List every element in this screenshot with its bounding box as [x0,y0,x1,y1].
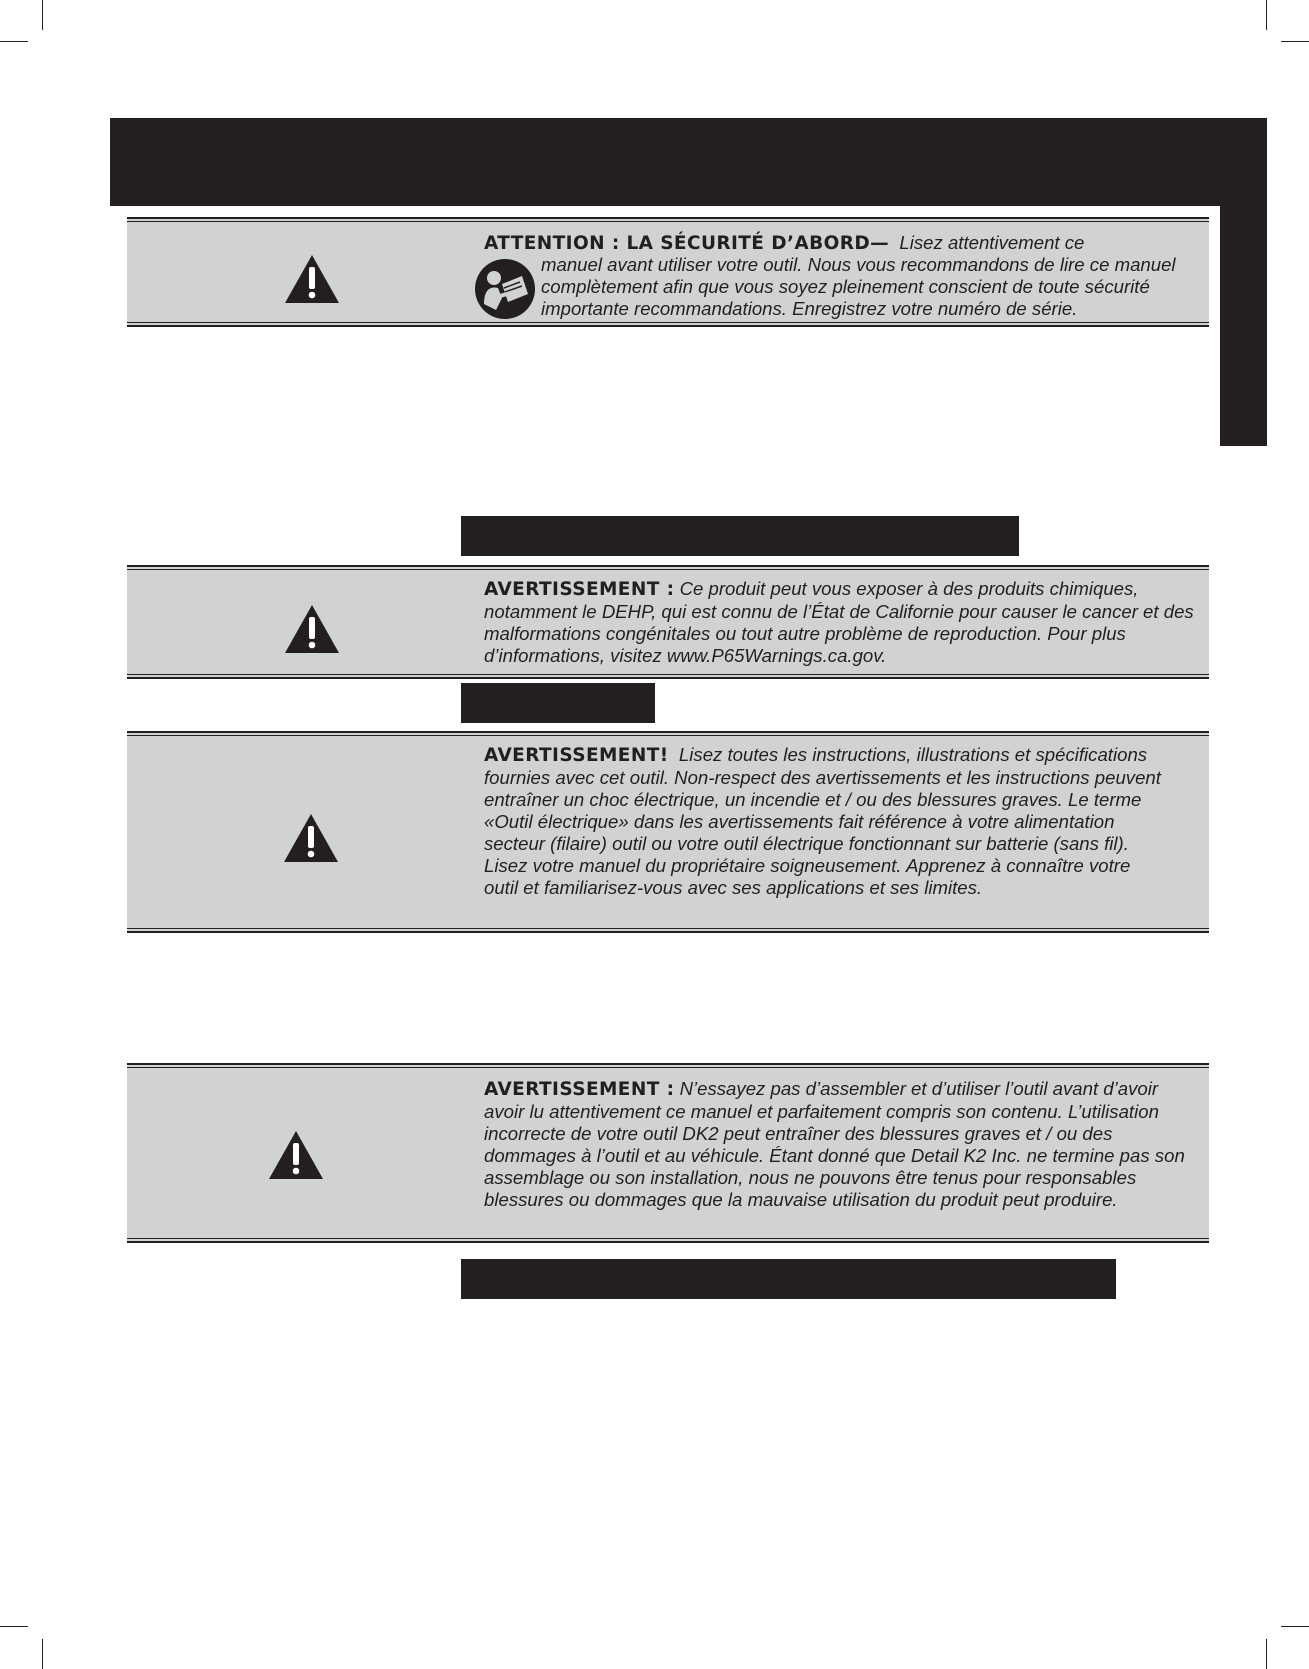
read-manual-icon [474,258,536,320]
crop-mark [0,1626,28,1627]
warning-triangle-icon [283,813,339,863]
prop65-warning-text [484,578,1195,667]
crop-mark [1266,1639,1267,1669]
section-heading-bar [461,683,655,723]
prop65-warning-panel [127,566,1209,678]
crop-mark [1281,41,1309,42]
warning-triangle-icon [268,1130,324,1180]
safety-first-heading: ATTENTION : LA SÉCURITÉ D’ABORD— [484,233,890,254]
read-instructions-body: Lisez toutes les instructions, illustrations et spécifications fournies avec cet outil. Non-respect des avertissements et les instructions peuvent entraîner un choc électrique, un incendie et / ou des blessures graves. Le terme «Outil électrique» dans les avertissements fait référence à votre alimentation secteur (filaire) outil ou votre outil électrique fonctionnant sur batterie (sans fil). Lisez votre manuel du propriétaire soigneusement. Apprenez à connaître votre outil et familiarisez-vous avec ses applications et ses limites. [484,744,1161,898]
read-instructions-heading: AVERTISSEMENT! [484,745,669,766]
warning-triangle-icon [284,254,340,304]
header-bar [110,118,1267,206]
warning-triangle-icon [284,604,340,654]
prop65-warning-body: Ce produit peut vous exposer à des produits chimiques, notamment le DEHP, qui est connu de l’État de Californie pour causer le cancer et des malformations congénitales ou tout autre problème de reproduction. Pour plus d’informations, visitez www.P65Warnings.ca.gov. [484,578,1194,666]
safety-first-text-line1: Lisez attentivement ce [899,232,1085,253]
section-heading-bar [461,516,1019,556]
assembly-warning-body: N’essayez pas d’assembler et d’utiliser l’outil avant d’avoir avoir lu attentivement ce manuel et parfaitement compris son contenu. L’utilisation incorrecte de votre outil DK2 peut entraîner des blessures graves et / ou des dommages à l’outil et au véhicule. Étant donné que Detail K2 Inc. ne termine pas son assemblage ou son installation, nous ne pouvons être tenus pour responsables blessures ou dommages que la mauvaise utilisation du produit peut produire. [484,1078,1185,1210]
crop-mark [42,0,43,30]
safety-first-text [484,232,1195,255]
assembly-warning-text [484,1078,1195,1211]
section-heading-bar [461,1259,1116,1299]
assembly-warning-panel [127,1064,1209,1242]
read-instructions-text [484,744,1169,899]
safety-first-text-rest: manuel avant utiliser votre outil. Nous vous recommandons de lire ce manuel complètement afin que vous soyez pleinement conscient de toute sécurité importante recommandations. Enregistrez votre numéro de série. [541,254,1176,319]
crop-mark [0,41,28,42]
assembly-warning-heading: AVERTISSEMENT : [484,1079,675,1100]
side-tab [1220,206,1267,446]
prop65-warning-heading: AVERTISSEMENT : [484,579,675,600]
crop-mark [1281,1626,1309,1627]
crop-mark [42,1639,43,1669]
crop-mark [1266,0,1267,30]
read-instructions-panel [127,732,1209,932]
safety-first-panel [127,218,1209,326]
